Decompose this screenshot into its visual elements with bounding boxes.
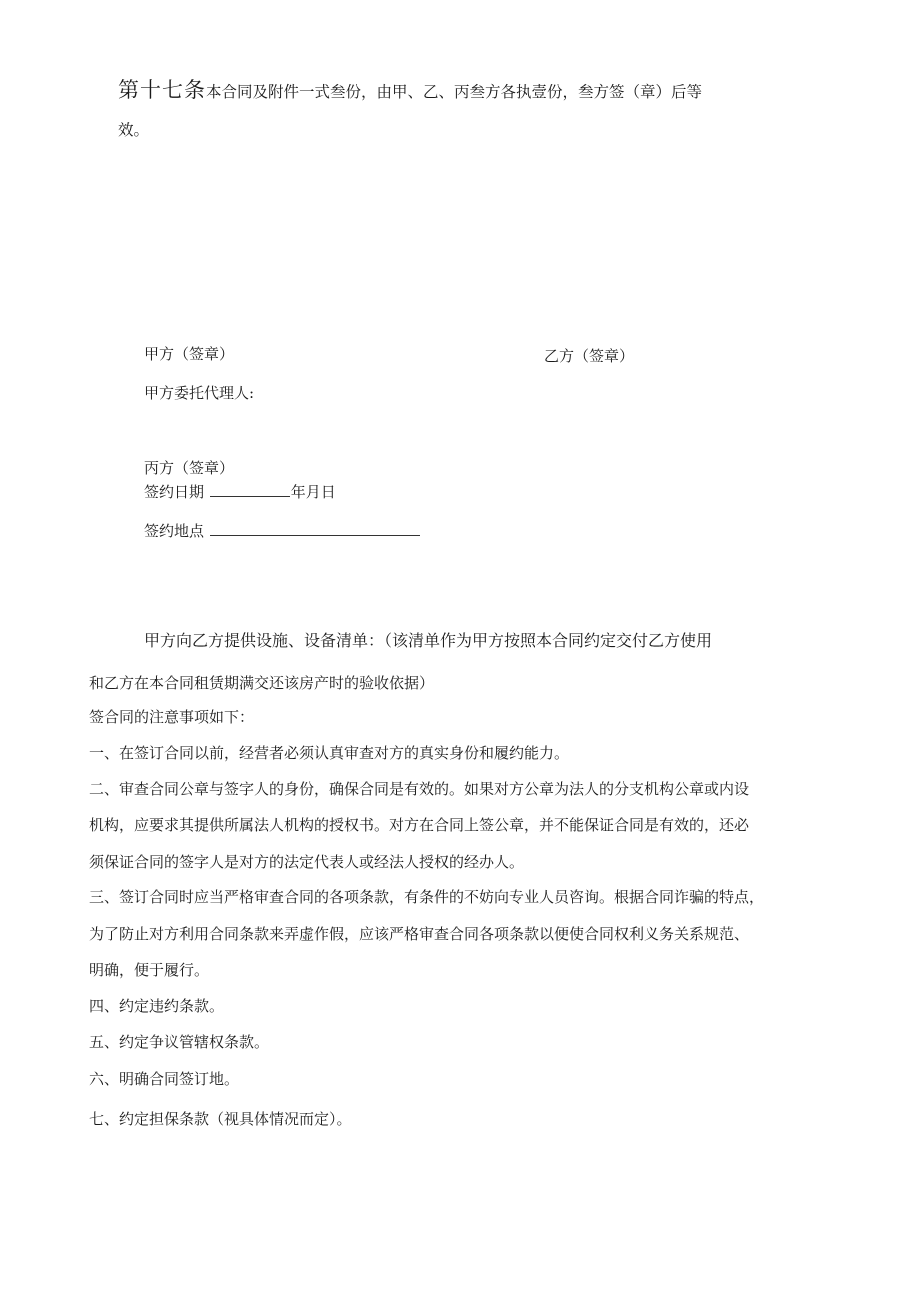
sign-place-blank — [210, 521, 420, 536]
note-item-2-line-3: 须保证合同的签字人是对方的法定代表人或经法人授权的经办人。 — [89, 853, 525, 871]
article-17-line-2: 效。 — [118, 121, 150, 139]
note-item-4: 四、约定违约条款。 — [89, 997, 225, 1015]
note-item-2-line-1: 二、审查合同公章与签字人的身份，确保合同是有效的。如果对方公章为法人的分支机构公章或内设 — [89, 780, 750, 798]
note-item-7: 七、约定担保条款（视具体情况而定）。 — [89, 1110, 352, 1128]
sign-date-blank — [210, 482, 290, 497]
party-c-signature: 丙方（签章） — [144, 459, 235, 477]
equipment-list-line-1: 甲方向乙方提供设施、设备清单：（该清单作为甲方按照本合同约定交付乙方使用 — [144, 631, 713, 650]
note-item-5: 五、约定争议管辖权条款。 — [89, 1033, 270, 1051]
sign-date-suffix: 年月日 — [290, 483, 336, 501]
notes-heading: 签合同的注意事项如下： — [89, 708, 255, 726]
sign-place-label: 签约地点 — [144, 522, 205, 540]
article-text: 本合同及附件一式叁份，由甲、乙、丙叁方各执壹份，叁方签（章）后等 — [206, 83, 703, 101]
note-item-6: 六、明确合同签订地。 — [89, 1070, 240, 1088]
article-17-line-1 — [118, 74, 702, 104]
party-a-signature: 甲方（签章） — [144, 345, 235, 363]
note-item-3-line-2: 为了防止对方利用合同条款来弄虚作假，应该严格审查合同各项条款以便使合同权利义务关系规范、 — [89, 925, 750, 943]
note-item-3-line-1: 三、签订合同时应当严格审查合同的各项条款，有条件的不妨向专业人员咨询。根据合同诈骗的特点， — [89, 888, 765, 906]
sign-date-label: 签约日期 — [144, 483, 205, 501]
party-b-signature: 乙方（签章） — [544, 347, 635, 365]
note-item-1: 一、在签订合同以前，经营者必须认真审查对方的真实身份和履约能力。 — [89, 744, 570, 762]
equipment-list-line-2: 和乙方在本合同租赁期满交还该房产时的验收依据） — [89, 674, 435, 692]
sign-place-line — [144, 520, 421, 541]
note-item-3-line-3: 明确，便于履行。 — [89, 961, 210, 979]
party-a-agent: 甲方委托代理人: — [144, 384, 255, 402]
sign-date-line — [144, 481, 336, 502]
article-number: 第十七条 — [118, 78, 206, 102]
note-item-2-line-2: 机构，应要求其提供所属法人机构的授权书。对方在合同上签公章，并不能保证合同是有效的，还必 — [89, 816, 750, 834]
